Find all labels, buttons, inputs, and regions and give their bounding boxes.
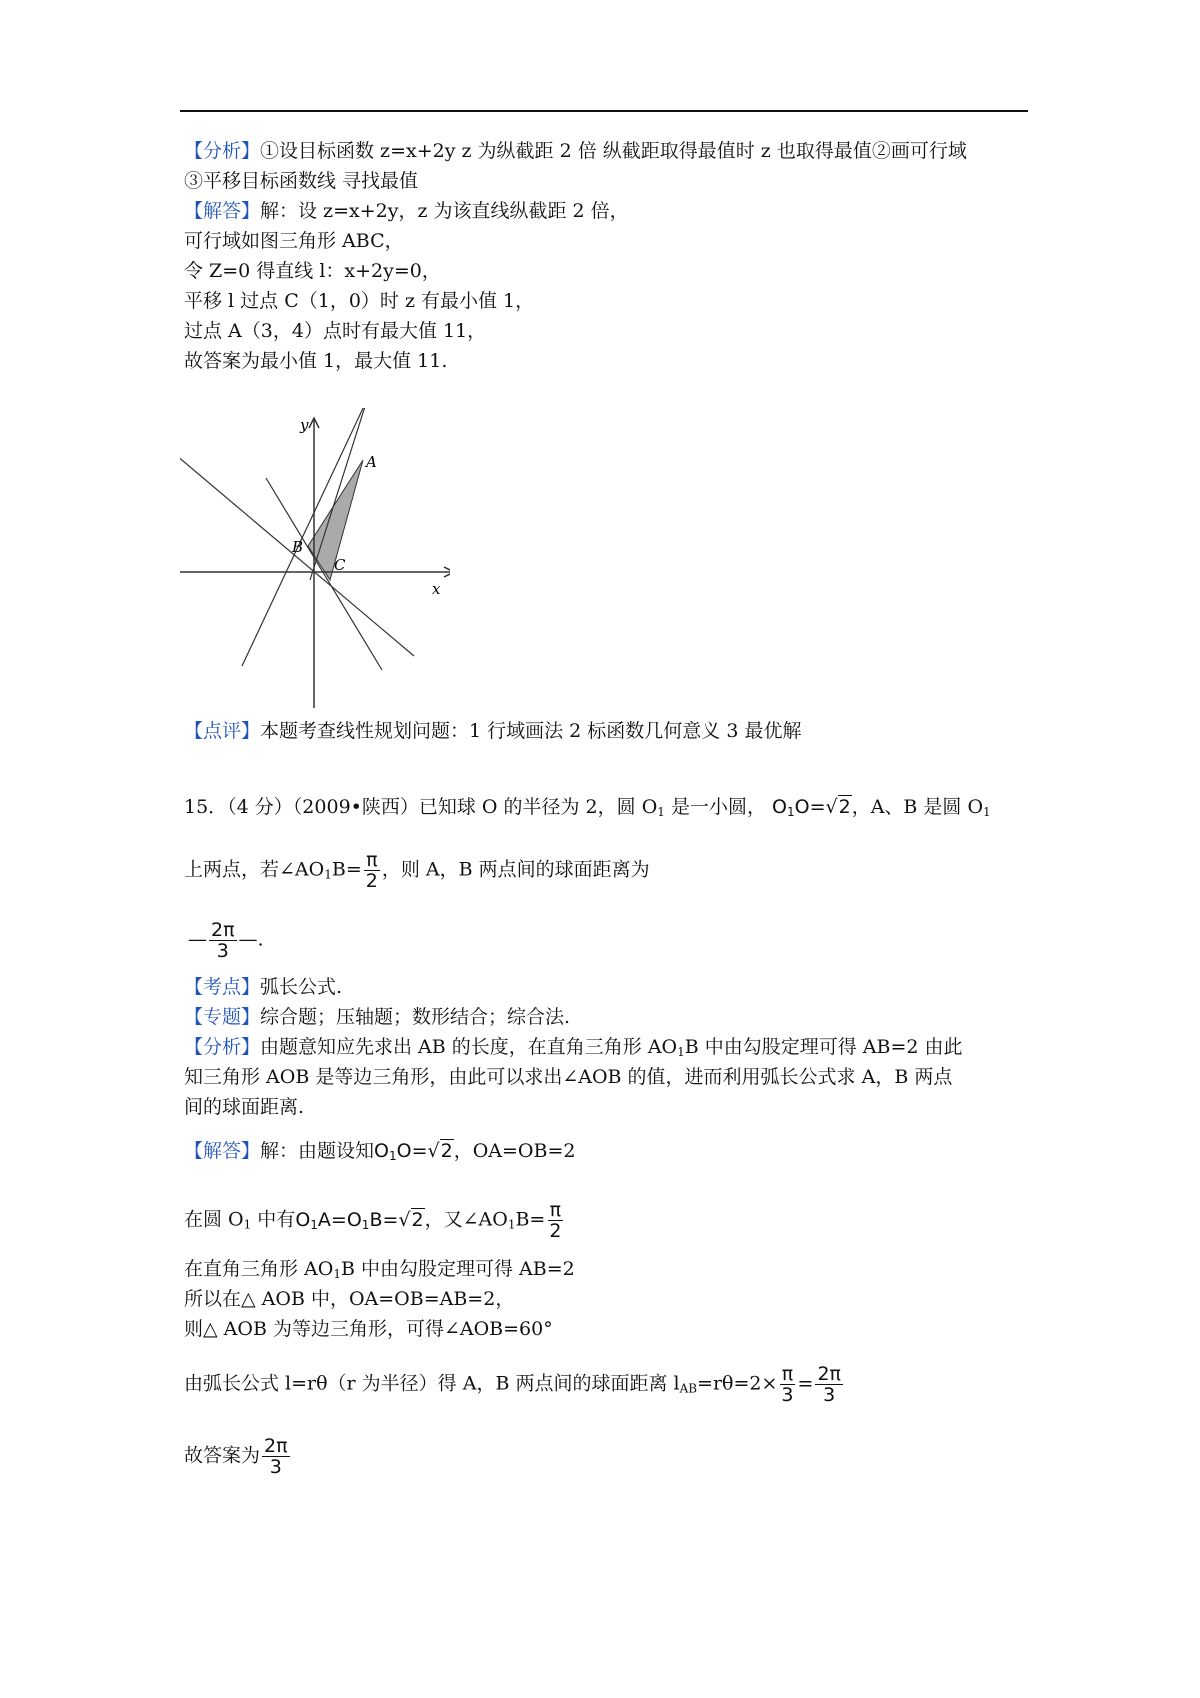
kaodian-tag: 【考点】 bbox=[184, 976, 261, 998]
q15-l2-c: ，则 A，B 两点间的球面距离为 bbox=[381, 858, 650, 881]
jieda-1a: 解：由题设知 bbox=[260, 1140, 375, 1162]
q15-l2-sub: 1 bbox=[324, 867, 332, 882]
jd3-a: 在直角三角形 AO bbox=[184, 1258, 334, 1280]
f-mid: O= bbox=[396, 1140, 428, 1162]
sqrt-radicand: 2 bbox=[440, 1140, 453, 1162]
jd2-c-sub: 1 bbox=[507, 1217, 516, 1232]
feasible-region-figure bbox=[180, 408, 450, 708]
f-sub: 1 bbox=[786, 805, 795, 819]
q14-answer-line-2: 可行域如图三角形 ABC， bbox=[184, 230, 404, 252]
sqrt-sign: √ bbox=[825, 796, 838, 818]
analysis-text-2: ③平移目标函数线 寻找最值 bbox=[184, 170, 419, 192]
f-mid: A=O bbox=[317, 1208, 362, 1231]
blank-right: —. bbox=[238, 928, 264, 951]
formula-o1a-o1b-sqrt2 bbox=[295, 1209, 424, 1231]
zhuanti-tag: 【专题】 bbox=[184, 1006, 261, 1028]
header-rule bbox=[180, 110, 1028, 112]
q15-jieda-line-6 bbox=[184, 1364, 845, 1405]
line-through-A-B bbox=[242, 408, 380, 666]
label-x: x bbox=[432, 580, 441, 598]
q14-analysis-line-2 bbox=[184, 168, 418, 194]
frac-num: 2π bbox=[817, 1363, 841, 1385]
q14-answer-line-5: 过点 A（3，4）点时有最大值 11， bbox=[184, 320, 487, 342]
sqrt-2 bbox=[398, 1208, 424, 1231]
jieda-tag: 【解答】 bbox=[184, 1140, 261, 1162]
label-C: C bbox=[334, 556, 346, 574]
q15-jieda-line-2 bbox=[184, 1200, 565, 1241]
fraction-2pi-over-3-c bbox=[262, 1436, 290, 1477]
jd2-c: ，又∠AO bbox=[424, 1208, 508, 1231]
fenxi-1-sub: 1 bbox=[677, 1045, 685, 1059]
fraction-pi-over-3 bbox=[779, 1364, 795, 1405]
formula-o1o-sqrt2-2 bbox=[374, 1140, 454, 1162]
q15-stem-a-sub: 1 bbox=[657, 805, 665, 819]
f-o: O bbox=[295, 1208, 311, 1231]
fraction-pi-over-2 bbox=[364, 850, 380, 891]
q15-kaodian-line bbox=[184, 974, 342, 1000]
analysis-text-1: ①设目标函数 z=x+2y z 为纵截距 2 倍 纵截距取得最值时 z 也取得最值②画可行域 bbox=[260, 140, 967, 162]
f-sub: 1 bbox=[310, 1217, 318, 1232]
fraction-pi-over-2-b bbox=[547, 1200, 563, 1241]
f-o: O bbox=[374, 1140, 389, 1162]
q14-answer-line-4: 平移 l 过点 C（1，0）时 z 有最小值 1， bbox=[184, 290, 535, 312]
jd6-sub: AB bbox=[679, 1381, 698, 1396]
jd6-b: =rθ=2× bbox=[697, 1372, 778, 1395]
sqrt-2 bbox=[428, 1139, 454, 1162]
sqrt-sign: √ bbox=[427, 1140, 440, 1162]
jd2-b: 中有 bbox=[251, 1208, 296, 1231]
f-mid: O= bbox=[794, 796, 826, 818]
label-B: B bbox=[292, 538, 304, 556]
frac-den: 3 bbox=[823, 1384, 836, 1406]
kaodian-text: 弧长公式. bbox=[260, 976, 343, 998]
q15-stem-line-1 bbox=[184, 794, 991, 825]
sqrt-2 bbox=[826, 795, 852, 818]
q15-fenxi-line-2: 知三角形 AOB 是等边三角形，由此可以求出∠AOB 的值，进而利用弧长公式求 A，B 两点 bbox=[184, 1066, 953, 1088]
frac-num: π bbox=[366, 849, 378, 871]
frac-den: 2 bbox=[365, 870, 378, 892]
equals: = bbox=[797, 1372, 814, 1395]
comment-text: 本题考查线性规划问题：1 行域画法 2 标函数几何意义 3 最优解 bbox=[260, 720, 802, 742]
q14-comment-line bbox=[184, 718, 801, 744]
q15-stem-c-sub: 1 bbox=[983, 805, 991, 819]
q15-jieda-line-7 bbox=[184, 1436, 292, 1477]
q15-stem-a: 15．（4 分）（2009•陕西）已知球 O 的半径为 2，圆 O bbox=[184, 796, 658, 818]
sqrt-radicand: 2 bbox=[411, 1208, 424, 1231]
q15-answer-blank bbox=[188, 920, 264, 961]
blank-left: — bbox=[188, 928, 207, 951]
jieda-1b: ，OA=OB=2 bbox=[453, 1140, 576, 1162]
frac-num: 2π bbox=[264, 1435, 288, 1457]
jd2-a-sub: 1 bbox=[243, 1217, 252, 1232]
formula-o1o-sqrt2 bbox=[772, 796, 852, 818]
fenxi-1a: 由题意知应先求出 AB 的长度，在直角三角形 AO bbox=[260, 1036, 678, 1058]
frac-num: π bbox=[781, 1363, 794, 1385]
q15-stem-b: 是一小圆， bbox=[664, 796, 766, 818]
f-sub2: 1 bbox=[361, 1217, 370, 1232]
answer-text-1: 解：设 z=x+2y，z 为该直线纵截距 2 倍， bbox=[260, 200, 629, 222]
q15-fenxi-line-3: 间的球面距离. bbox=[184, 1096, 305, 1118]
fraction-2pi-over-3 bbox=[209, 920, 237, 961]
sqrt-radicand: 2 bbox=[838, 796, 851, 818]
q15-jieda-line-3 bbox=[184, 1256, 575, 1287]
jd3-sub: 1 bbox=[333, 1267, 341, 1281]
q15-zhuanti-line bbox=[184, 1004, 570, 1030]
line-through-B-C bbox=[266, 478, 382, 670]
q15-fenxi-line-1 bbox=[184, 1034, 963, 1065]
analysis-tag: 【分析】 bbox=[184, 140, 261, 162]
frac-num: 2π bbox=[211, 919, 235, 941]
q14-answer-line-3: 令 Z=0 得直线 l：x+2y=0， bbox=[184, 260, 441, 282]
q15-jieda-line-1 bbox=[184, 1138, 575, 1169]
q14-analysis-line-1 bbox=[184, 138, 967, 164]
q14-answer-line-6: 故答案为最小值 1，最大值 11. bbox=[184, 350, 448, 372]
q15-jieda-line-4: 所以在△ AOB 中，OA=OB=AB=2， bbox=[184, 1288, 515, 1310]
frac-den: 3 bbox=[269, 1456, 282, 1478]
comment-tag: 【点评】 bbox=[184, 720, 261, 742]
fenxi-tag: 【分析】 bbox=[184, 1036, 261, 1058]
jd2-d: B= bbox=[515, 1208, 546, 1231]
frac-den: 3 bbox=[216, 940, 229, 962]
jd2-a: 在圆 O bbox=[184, 1208, 244, 1231]
fraction-2pi-over-3-b bbox=[815, 1364, 843, 1405]
q15-l2-a: 上两点，若∠AO bbox=[184, 858, 325, 881]
f-o: O bbox=[772, 796, 787, 818]
frac-num: π bbox=[549, 1199, 562, 1221]
q15-jieda-line-5: 则△ AOB 为等边三角形，可得∠AOB=60° bbox=[184, 1318, 553, 1340]
jd3-b: B 中由勾股定理可得 AB=2 bbox=[340, 1258, 575, 1280]
fenxi-1b: B 中由勾股定理可得 AB=2 由此 bbox=[684, 1036, 963, 1058]
q14-answer-line-1 bbox=[184, 198, 629, 224]
sqrt-sign: √ bbox=[398, 1208, 411, 1231]
answer-tag: 【解答】 bbox=[184, 200, 261, 222]
jd7-a: 故答案为 bbox=[184, 1444, 261, 1467]
q15-stem-c: ，A、B 是圆 O bbox=[851, 796, 984, 818]
q15-stem-line-2 bbox=[184, 850, 650, 891]
q15-l2-b: B= bbox=[331, 858, 362, 881]
label-A: A bbox=[366, 453, 377, 471]
f-sub: 1 bbox=[389, 1149, 397, 1163]
frac-den: 3 bbox=[781, 1384, 794, 1406]
f-mid2: B= bbox=[369, 1208, 399, 1231]
frac-den: 2 bbox=[549, 1220, 562, 1242]
zhuanti-text: 综合题；压轴题；数形结合；综合法. bbox=[260, 1006, 571, 1028]
jd6-a: 由弧长公式 l=rθ（r 为半径）得 A，B 两点间的球面距离 l bbox=[184, 1372, 680, 1395]
label-y: y bbox=[300, 416, 309, 434]
